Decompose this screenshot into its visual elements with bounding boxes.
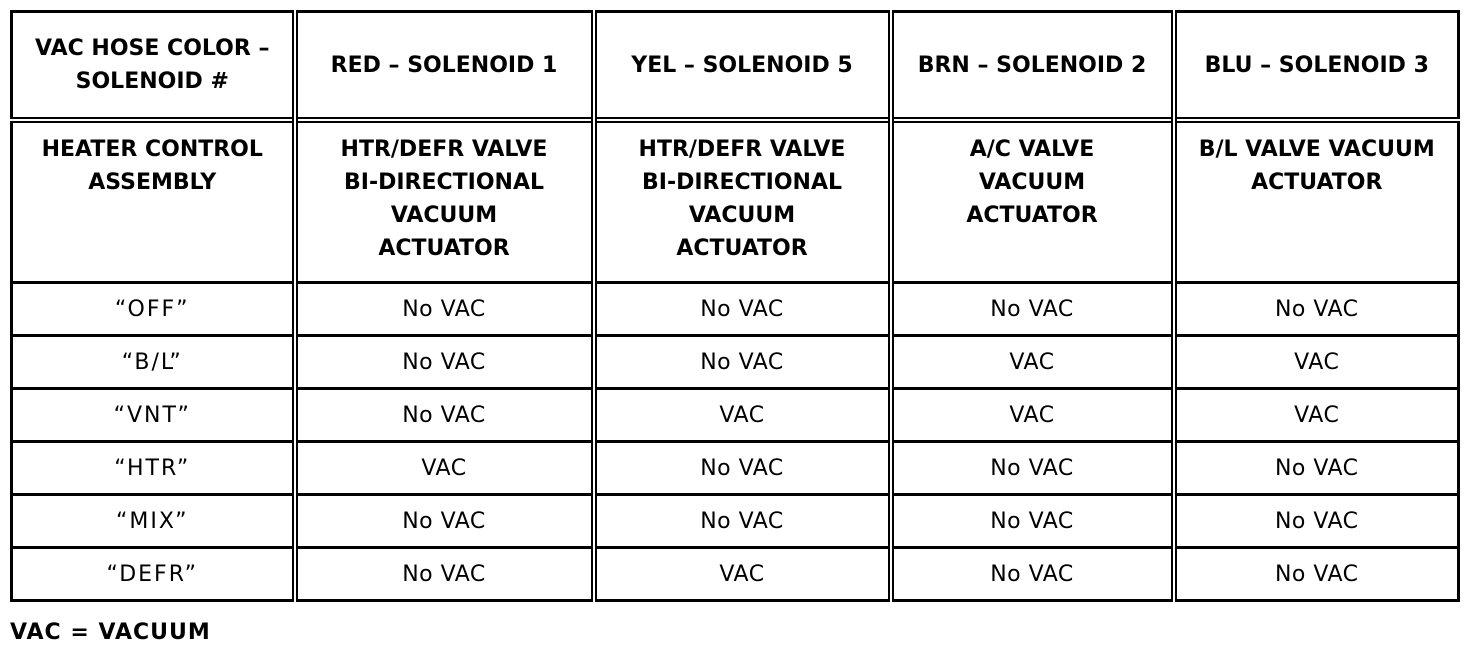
value-cell: No VAC <box>891 442 1174 495</box>
value-cell: No VAC <box>1174 442 1459 495</box>
component-cell-heater-control: HEATER CONTROL ASSEMBLY <box>12 120 295 283</box>
value-cell: No VAC <box>1174 495 1459 548</box>
value-cell: No VAC <box>594 283 891 336</box>
table-row <box>12 442 1459 495</box>
value-cell: No VAC <box>295 495 594 548</box>
value-cell: VAC <box>594 548 891 601</box>
value-cell: No VAC <box>891 548 1174 601</box>
mode-cell: “HTR” <box>12 442 295 495</box>
table-row <box>12 495 1459 548</box>
header-cell-blu-solenoid-3: BLU – SOLENOID 3 <box>1174 12 1459 121</box>
mode-cell: “VNT” <box>12 389 295 442</box>
header-cell-brn-solenoid-2: BRN – SOLENOID 2 <box>891 12 1174 121</box>
header-cell-yel-solenoid-5: YEL – SOLENOID 5 <box>594 12 891 121</box>
component-cell-brn: A/C VALVE VACUUM ACTUATOR <box>891 120 1174 283</box>
vacuum-solenoid-table-wrapper <box>10 10 1457 602</box>
value-cell: VAC <box>295 442 594 495</box>
value-cell: VAC <box>891 336 1174 389</box>
value-cell: No VAC <box>594 442 891 495</box>
header-cell-hose-color: VAC HOSE COLOR – SOLENOID # <box>12 12 295 121</box>
value-cell: No VAC <box>594 495 891 548</box>
table-row <box>12 548 1459 601</box>
value-cell: No VAC <box>295 283 594 336</box>
value-cell: No VAC <box>1174 283 1459 336</box>
value-cell: VAC <box>594 389 891 442</box>
component-cell-blu: B/L VALVE VACUUM ACTUATOR <box>1174 120 1459 283</box>
value-cell: No VAC <box>295 336 594 389</box>
value-cell: VAC <box>1174 389 1459 442</box>
component-row <box>12 120 1459 283</box>
vacuum-solenoid-table <box>10 10 1460 602</box>
value-cell: No VAC <box>891 283 1174 336</box>
value-cell: VAC <box>1174 336 1459 389</box>
value-cell: No VAC <box>1174 548 1459 601</box>
mode-cell: “DEFR” <box>12 548 295 601</box>
header-row <box>12 12 1459 121</box>
value-cell: No VAC <box>594 336 891 389</box>
component-cell-yel: HTR/DEFR VALVE BI-DIRECTIONAL VACUUM ACTUATOR <box>594 120 891 283</box>
legend-note: VAC = VACUUM <box>10 620 211 645</box>
mode-cell: “B/L” <box>12 336 295 389</box>
table-row <box>12 283 1459 336</box>
value-cell: No VAC <box>295 548 594 601</box>
mode-cell: “MIX” <box>12 495 295 548</box>
value-cell: No VAC <box>891 495 1174 548</box>
table-row <box>12 389 1459 442</box>
table-row <box>12 336 1459 389</box>
mode-cell: “OFF” <box>12 283 295 336</box>
header-cell-red-solenoid-1: RED – SOLENOID 1 <box>295 12 594 121</box>
component-cell-red: HTR/DEFR VALVE BI-DIRECTIONAL VACUUM ACTUATOR <box>295 120 594 283</box>
value-cell: VAC <box>891 389 1174 442</box>
value-cell: No VAC <box>295 389 594 442</box>
